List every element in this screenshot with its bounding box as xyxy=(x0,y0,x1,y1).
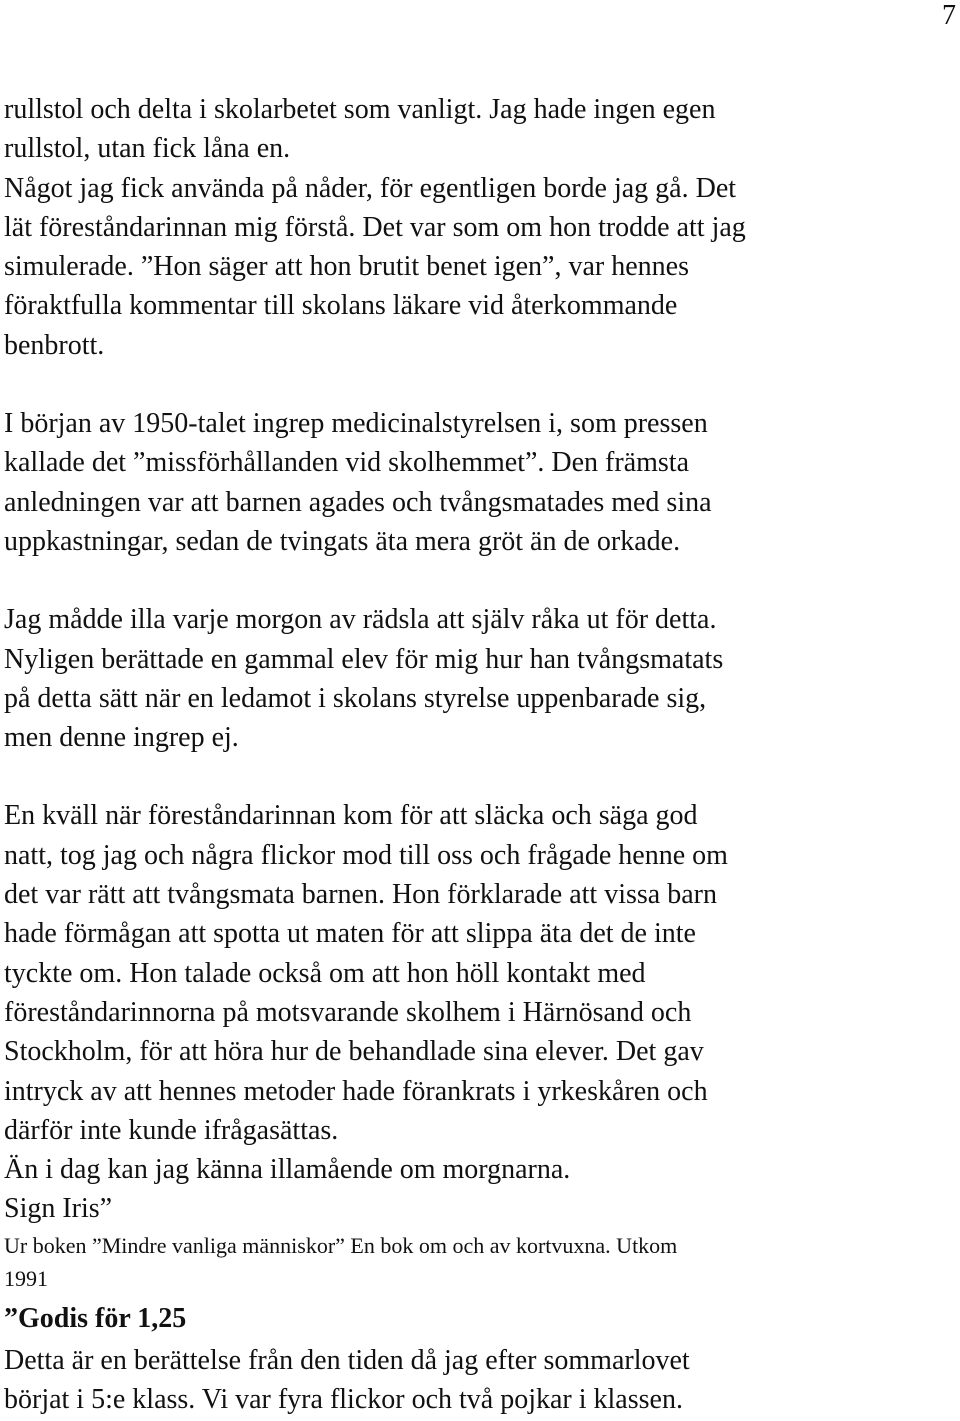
paragraph xyxy=(4,404,954,561)
text-line: lät föreståndarinnan mig förstå. Det var som om hon trodde att jag xyxy=(4,211,746,243)
text-line: det var rätt att tvångsmata barnen. Hon förklarade att vissa barn xyxy=(4,879,717,911)
text-line: benbrott. xyxy=(4,329,105,361)
text-line: intryck av att hennes metoder hade förankrats i yrkeskåren och xyxy=(4,1075,708,1107)
text-line: anledningen var att barnen agades och tvångsmatades med sina xyxy=(4,486,712,518)
text-line: natt, tog jag och några flickor mod till oss och frågade henne om xyxy=(4,839,728,871)
text-line: på detta sätt när en ledamot i skolans styrelse uppenbarade sig, xyxy=(4,682,707,714)
signature-line: Sign Iris” xyxy=(4,1193,113,1225)
paragraph xyxy=(4,796,954,1228)
text-line: föraktfulla kommentar till skolans läkare vid återkommande xyxy=(4,290,678,322)
text-line: börjat i 5:e klass. Vi var fyra flickor och två pojkar i klassen. xyxy=(4,1384,683,1416)
text-line: rullstol, utan fick låna en. xyxy=(4,133,291,165)
page-number: 7 xyxy=(942,0,956,31)
source-note xyxy=(4,1229,954,1295)
paragraph-spacer xyxy=(4,365,954,404)
text-line: En kväll när föreståndarinnan kom för att släcka och säga god xyxy=(4,800,698,832)
paragraph xyxy=(4,600,954,757)
text-line: Än i dag kan jag känna illamående om morgnarna. xyxy=(4,1154,571,1186)
text-line: rullstol och delta i skolarbetet som vanligt. Jag hade ingen egen xyxy=(4,94,716,125)
text-line: simulerade. ”Hon säger att hon brutit benet igen”, var hennes xyxy=(4,251,689,283)
paragraph-spacer xyxy=(4,757,954,796)
text-line: Detta är en berättelse från den tiden då jag efter sommarlovet xyxy=(4,1344,690,1376)
text-line: Stockholm, för att höra hur de behandlade sina elever. Det gav xyxy=(4,1036,704,1068)
section-heading: ”Godis för 1,25 xyxy=(4,1302,187,1334)
text-line: men denne ingrep ej. xyxy=(4,722,239,754)
text-line: hade förmågan att spotta ut maten för att slippa äta det de inte xyxy=(4,918,696,950)
text-line: Jag mådde illa varje morgon av rädsla att själv råka ut för detta. xyxy=(4,604,717,636)
text-line: I början av 1950-talet ingrep medicinalstyrelsen i, som pressen xyxy=(4,408,708,440)
source-note-line: 1991 xyxy=(4,1265,48,1291)
document-body xyxy=(4,90,954,1419)
text-line: tyckte om. Hon talade också om att hon höll kontakt med xyxy=(4,957,646,989)
paragraph xyxy=(4,1341,954,1420)
text-line: därför inte kunde ifrågasättas. xyxy=(4,1114,339,1146)
text-line: uppkastningar, sedan de tvingats äta mera gröt än de orkade. xyxy=(4,525,681,557)
source-note-line: Ur boken ”Mindre vanliga människor” En bok om och av kortvuxna. Utkom xyxy=(4,1232,678,1258)
text-line: föreståndarinnorna på motsvarande skolhem i Härnösand och xyxy=(4,996,692,1028)
text-line: Nyligen berättade en gammal elev för mig hur han tvångsmatats xyxy=(4,643,724,675)
paragraph xyxy=(4,90,954,365)
paragraph-spacer xyxy=(4,561,954,600)
text-line: kallade det ”missförhållanden vid skolhemmet”. Den främsta xyxy=(4,447,690,479)
text-line: Något jag fick använda på nåder, för egentligen borde jag gå. Det xyxy=(4,172,737,204)
